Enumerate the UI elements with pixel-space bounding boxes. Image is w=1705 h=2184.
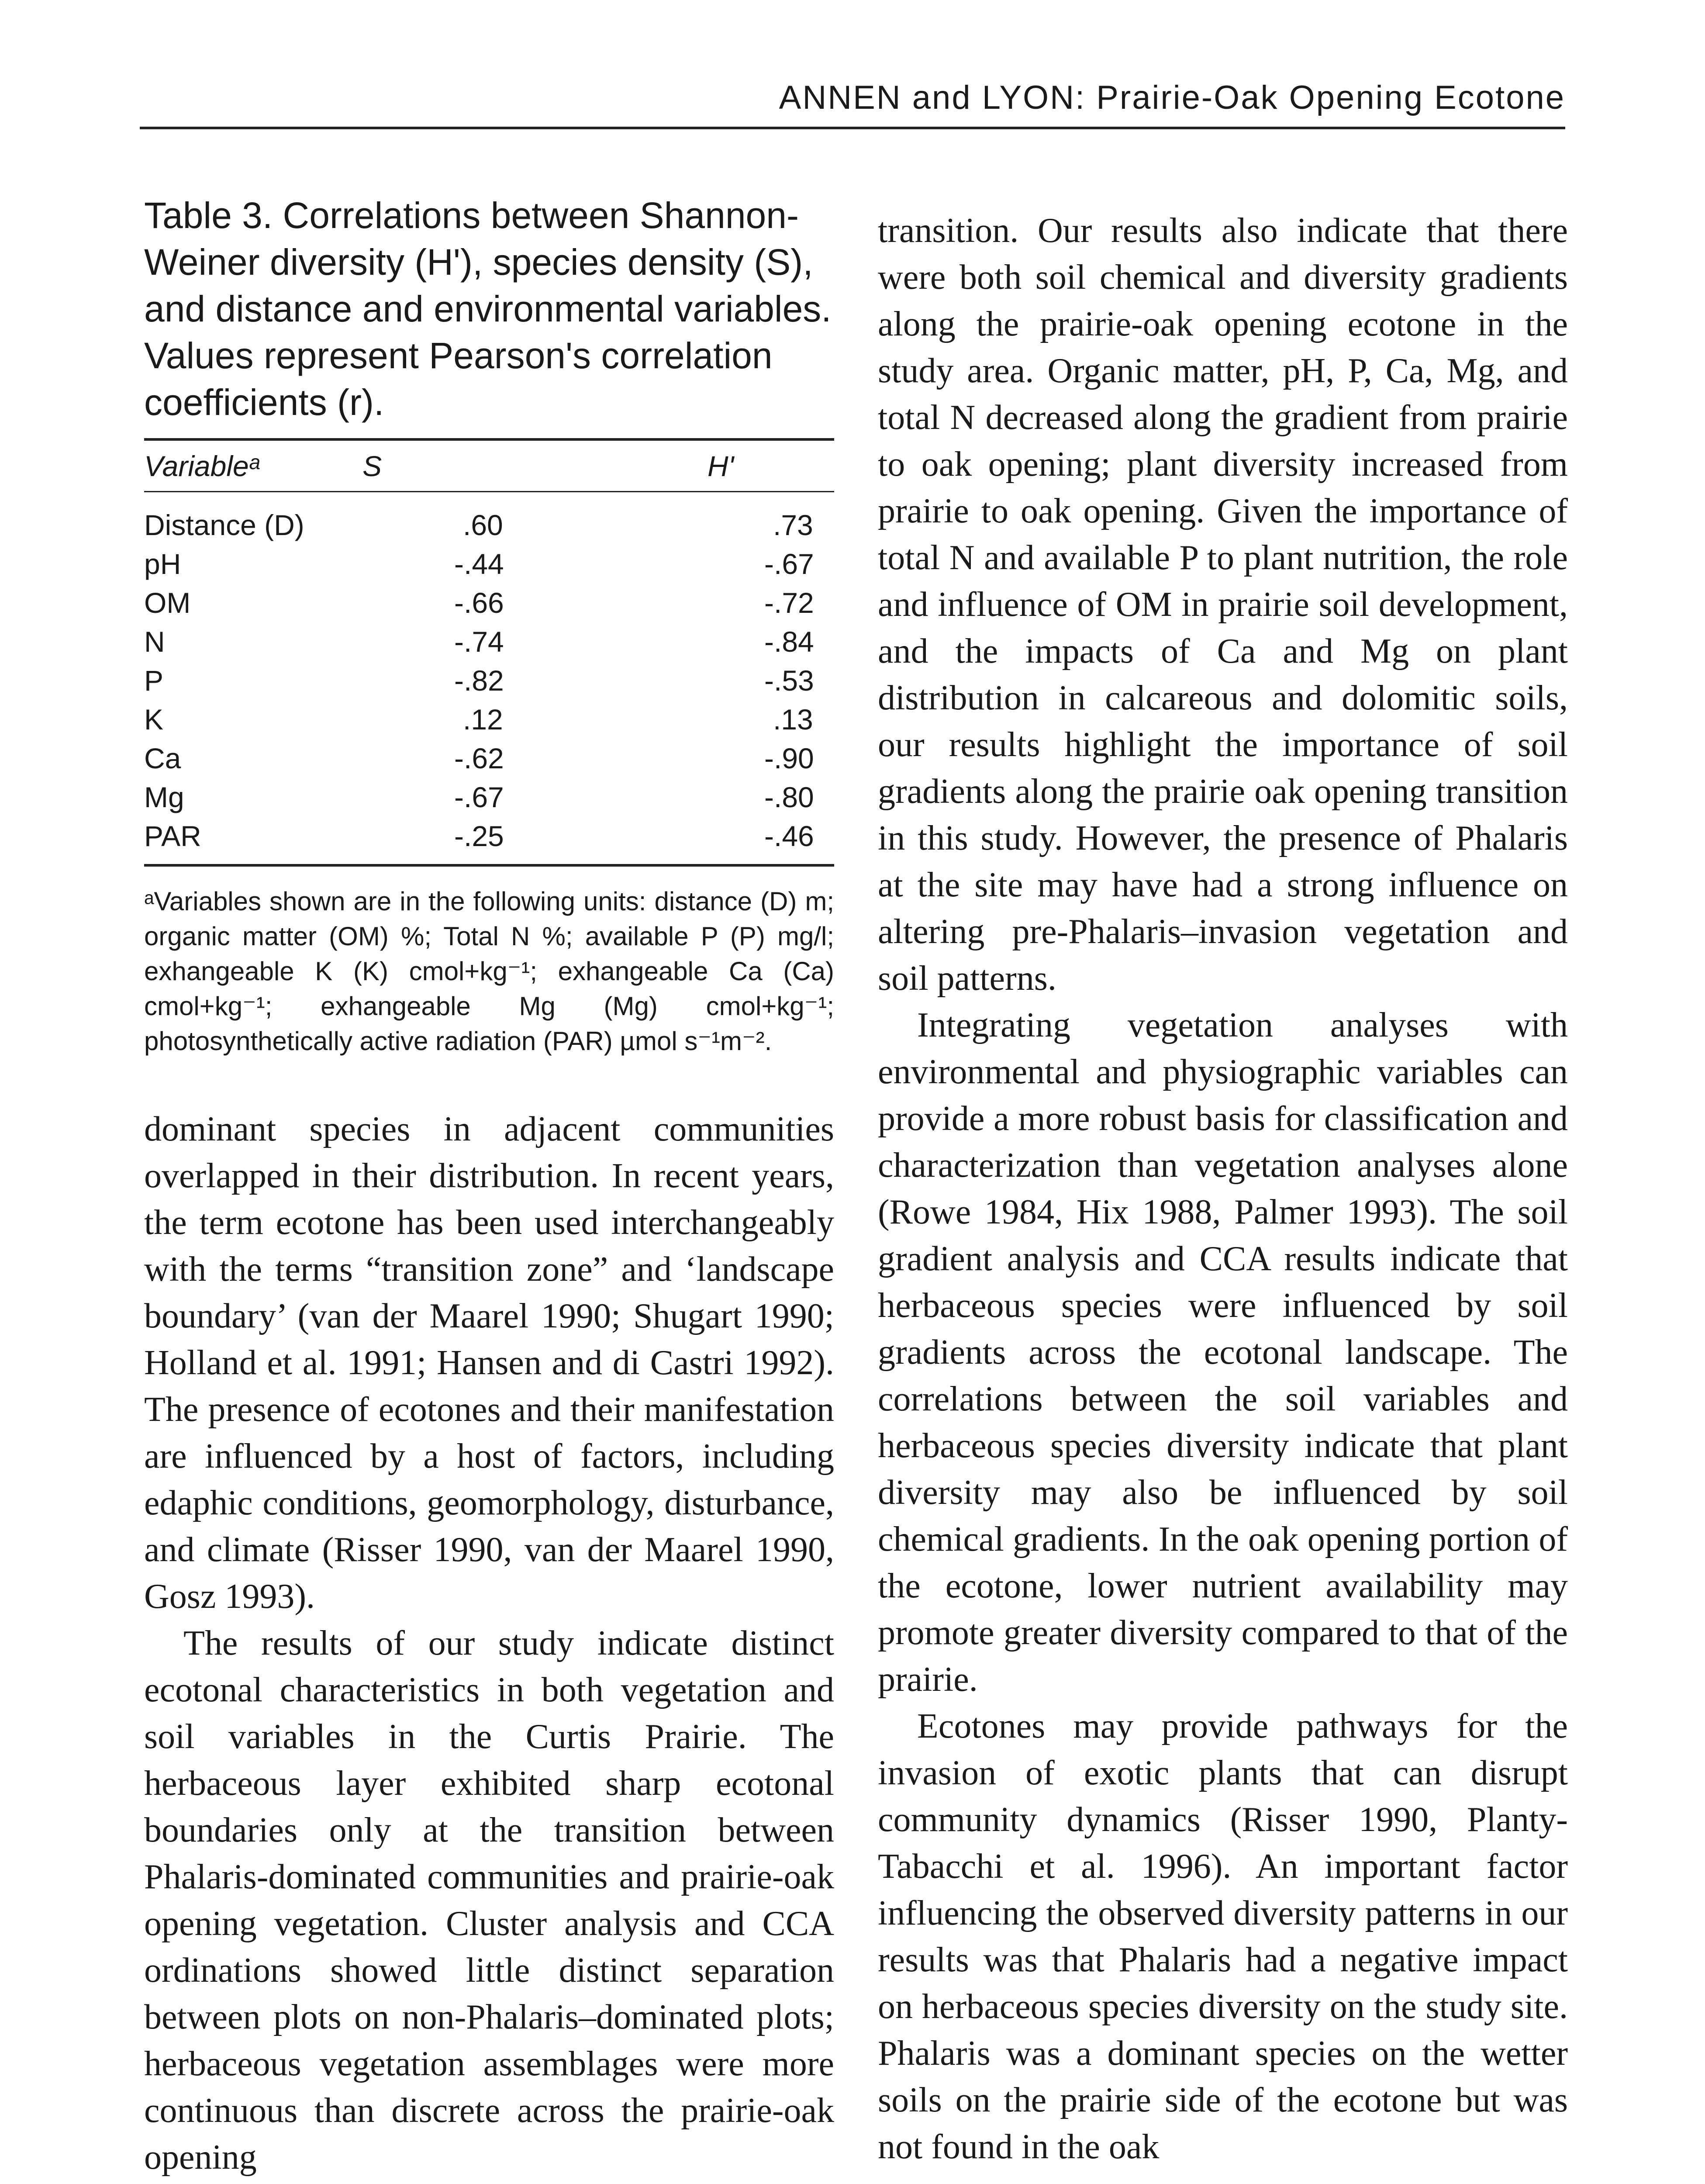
table-cell: Distance (D) bbox=[144, 508, 304, 541]
table-cell: -.44 bbox=[454, 547, 504, 580]
table-header-row bbox=[144, 441, 834, 491]
table-row bbox=[144, 622, 834, 661]
table-cell: -.84 bbox=[764, 625, 814, 658]
table-cell: -.62 bbox=[454, 742, 504, 774]
table-cell: Mg bbox=[144, 781, 184, 813]
table-cell: OM bbox=[144, 586, 191, 619]
table-row bbox=[144, 661, 834, 700]
table-cell: P bbox=[144, 664, 164, 697]
table-cell: -.80 bbox=[764, 781, 814, 813]
body-paragraph: The results of our study indicate distinct ecotonal characteristics in both vegetation and soil variables in the Curtis Prairie. The herbaceous layer exhibited sharp ecotonal boundaries only at the transition between Phalaris-dominated communities and prairie-oak opening vegetation. Cluster analysis and CCA ordinations showed little distinct separation between plots on non-Phalaris–dominated plots; herbaceous vegetation assemblages were more continuous than discrete across the prairie-oak opening bbox=[144, 1624, 834, 2177]
body-paragraph: transition. Our results also indicate that there were both soil chemical and diversity gradients along the prairie-oak opening ecotone in the study area. Organic matter, pH, P, Ca, Mg, and total N decreased along the gradient from prairie to oak opening; plant diversity increased from prairie to oak opening. Given the importance of total N and available P to plant nutrition, the role and influence of OM in prairie soil development, and the impacts of Ca and Mg on plant distribution in calcareous and dolomitic soils, our results highlight the importance of soil gradients along the prairie oak opening transition in this study. However, the presence of Phalaris at the site may have had a strong influence on altering pre-Phalaris–invasion vegetation and soil patterns. bbox=[878, 211, 1568, 998]
table-cell: pH bbox=[144, 547, 181, 580]
table-row bbox=[144, 700, 834, 739]
table-row bbox=[144, 505, 834, 544]
body-paragraph: Integrating vegetation analyses with environmental and physiographic variables can provide a more robust basis for classification and characterization than vegetation analyses alone (Rowe 1984, Hix 1988, Palmer 1993). The soil gradient analysis and CCA results indicate that herbaceous species were influenced by soil gradients across the ecotonal landscape. The correlations between the soil variables and herbaceous species diversity indicate that plant diversity may also be influenced by soil chemical gradients. In the oak opening portion of the ecotone, lower nutrient availability may promote greater diversity compared to that of the prairie. bbox=[878, 1006, 1568, 1699]
header-rule bbox=[140, 127, 1565, 129]
table-row bbox=[144, 739, 834, 778]
table-cell: -.66 bbox=[454, 586, 504, 619]
column-header-s: S bbox=[362, 449, 382, 482]
table-cell: PAR bbox=[144, 819, 201, 852]
table-cell: K bbox=[144, 703, 164, 736]
table-cell: -.46 bbox=[764, 819, 814, 852]
table-cell: Ca bbox=[144, 742, 181, 774]
table-row bbox=[144, 816, 834, 855]
running-head: ANNEN and LYON: Prairie-Oak Opening Ecotone bbox=[779, 79, 1565, 116]
table-cell: -.67 bbox=[454, 781, 504, 813]
table-cell: .73 bbox=[773, 508, 813, 541]
table-cell: -.72 bbox=[764, 586, 814, 619]
column-header-h: H' bbox=[708, 449, 734, 482]
body-paragraph: Ecotones may provide pathways for the invasion of exotic plants that can disrupt community dynamics (Risser 1990, Planty-Tabacchi et al. 1996). An important factor influencing the observed diversity patterns in our results was that Phalaris had a negative impact on herbaceous species diversity on the study site. Phalaris was a dominant species on the wetter soils on the prairie side of the ecotone but was not found in the oak bbox=[878, 1707, 1568, 2166]
table-bottom-rule bbox=[144, 864, 834, 867]
table-row bbox=[144, 544, 834, 583]
table-cell: -.74 bbox=[454, 625, 504, 658]
table-cell: -.25 bbox=[454, 819, 504, 852]
table-cell: .60 bbox=[463, 508, 503, 541]
table-cell: -.90 bbox=[764, 742, 814, 774]
column-header-variable: Variableᵃ bbox=[144, 449, 259, 482]
table-footnote: ᵃVariables shown are in the following units: distance (D) m; organic matter (OM) %; Total N %; available P (P) mg/l; exhangeable K (K) cmol+kg⁻¹; exhangeable Ca (Ca) cmol+kg⁻¹; exhangeable Mg (Mg) cmol+kg⁻¹; photosynthetically active radiation (PAR) µmol s⁻¹m⁻². bbox=[144, 887, 834, 1056]
left-column bbox=[144, 192, 834, 2181]
correlation-table bbox=[144, 441, 834, 855]
table-row bbox=[144, 778, 834, 816]
table-cell: -.53 bbox=[764, 664, 814, 697]
table-cell: .13 bbox=[773, 703, 813, 736]
right-column bbox=[878, 207, 1568, 2170]
table-cell: N bbox=[144, 625, 165, 658]
table-cell: -.67 bbox=[764, 547, 814, 580]
table-row bbox=[144, 583, 834, 622]
table-cell: .12 bbox=[463, 703, 503, 736]
table-cell: -.82 bbox=[454, 664, 504, 697]
body-paragraph: dominant species in adjacent communities overlapped in their distribution. In recent years, the term ecotone has been used interchangeably with the terms “transition zone” and ‘landscape boundary’ (van der Maarel 1990; Shugart 1990; Holland et al. 1991; Hansen and di Castri 1992). The presence of ecotones and their manifestation are influenced by a host of factors, including edaphic conditions, geomorphology, disturbance, and climate (Risser 1990, van der Maarel 1990, Gosz 1993). bbox=[144, 1110, 834, 1616]
table-caption: Table 3. Correlations between Shannon-Weiner diversity (H'), species density (S), and distance and environmental variables. Values represent Pearson's correlation coefficients (r). bbox=[144, 195, 832, 423]
